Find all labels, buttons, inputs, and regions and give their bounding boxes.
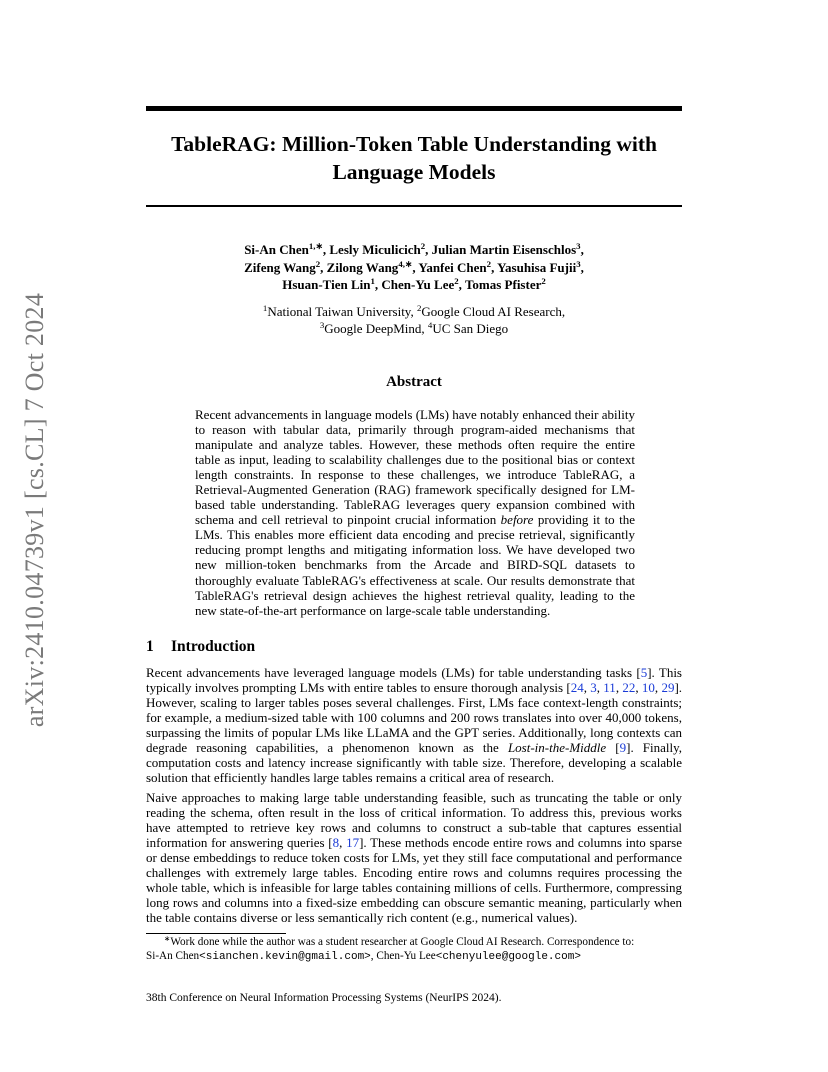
footnote-text: Work done while the author was a student researcher at Google Cloud AI Research. Correspondence to: xyxy=(170,936,635,948)
arxiv-id-text: arXiv:2410.04739v1 [cs.CL] 7 Oct 2024 xyxy=(20,292,49,728)
affiliation-name: Google Cloud AI Research, xyxy=(421,304,566,319)
abstract-text-part-1: Recent advancements in language models (LMs) have notably enhanced their ability to reason with tabular data, primarily through program-aided mechanisms that manipulate and analyze tables. However, these methods often require the entire table as input, leading to scalability challenges due to the positional bias or context length constraints. In response to these challenges, we introduce TableRAG, a Retrieval-Augmented Generation (RAG) framework specifically designed for LM-based table understanding. TableRAG leverages query expansion combined with schema and cell retrieval to pinpoint crucial information xyxy=(195,407,635,528)
author-name: Yasuhisa Fujii xyxy=(497,259,577,275)
citation-link[interactable]: 8 xyxy=(332,835,340,851)
author-affiliation-mark: 3 xyxy=(576,241,581,252)
footnote-mark: ∗ xyxy=(164,933,171,943)
abstract-text xyxy=(195,407,635,618)
author-name: Lesly Miculicich xyxy=(329,242,421,257)
affiliation-mark: 4 xyxy=(427,320,433,331)
author-list xyxy=(160,241,668,294)
author-affiliation-mark: 4,∗ xyxy=(398,258,413,269)
citation-link[interactable]: 9 xyxy=(619,740,627,756)
section-heading-introduction xyxy=(146,637,255,656)
paragraph-text: Recent advancements have leveraged language models (LMs) for table understanding tasks [ xyxy=(146,665,641,680)
affiliation-mark: 1 xyxy=(262,303,268,314)
citation-link[interactable]: 5 xyxy=(640,665,648,680)
abstract-heading: Abstract xyxy=(386,374,442,390)
paragraph-text: ]. Finally, computation costs and latency increase significantly with table size. Therefore, developing a scalable solution that efficiently handles large tables remains a critical area of research. xyxy=(146,740,683,786)
author-affiliation-mark: 3 xyxy=(576,258,581,269)
email-address[interactable]: <chenyulee@google.com> xyxy=(435,951,581,963)
citation-link[interactable]: 10 xyxy=(641,680,655,696)
author-name: Tomas Pfister xyxy=(464,277,542,292)
arxiv-identifier-stamp xyxy=(20,292,50,728)
author-name: Si-An Chen xyxy=(244,242,309,257)
paragraph-emphasis: Lost-in-the-Middle xyxy=(507,740,607,756)
author-affiliation-mark: 2 xyxy=(486,258,492,269)
intro-paragraph-1: Recent advancements have leveraged language models (LMs) for table understanding tasks [5]. This typically involves prompting LMs with entire tables to ensure thorough analysis [24, 3, 11, 22, 10, 29]. However, scaling to larger tables poses several challenges. First, LMs face context-length constraints; for example, a medium-sized table with 100 columns and 200 rows translates into over 40,000 tokens, surpassing the limits of popular LMs like LLaMA and the GPT series. Additionally, long contexts can degrade reasoning capabilities, a phenomenon known as the Lost-in-the-Middle [9]. Finally, computation costs and latency increase significantly with table size. Therefore, developing a scalable solution that efficiently handles large tables remains a critical area of research. xyxy=(146,665,683,786)
author-affiliation-mark: 2 xyxy=(420,241,426,252)
footnote-separator: , xyxy=(370,950,377,962)
section-title: Introduction xyxy=(171,638,256,655)
author-name: Hsuan-Tien Lin xyxy=(282,277,371,292)
author-affiliation-mark: 2 xyxy=(315,258,321,269)
corresponding-author-name: Chen-Yu Lee xyxy=(376,950,436,962)
paragraph-text: Naive approaches to making large table understanding feasible, such as truncating the table or only reading the schema, often result in the loss of critical information. To address this, previous works have attempted to retrieve key rows and columns to construct a sub-table that captures essential information for answering queries [ xyxy=(146,790,682,851)
affiliation-name: UC San Diego xyxy=(432,321,509,336)
citation-link[interactable]: 17 xyxy=(346,835,360,851)
paragraph-text: ]. These methods encode entire rows and columns into sparse or dense embeddings to reduce token costs for LMs, yet they still face computational and performance challenges with extremely large tables. Encoding entire rows and columns requires processing the whole table, which is infeasible for large tables containing millions of cells. Furthermore, compressing long rows and columns into a fixed-size embedding can obscure semantic meaning, particularly when the table contains diverse or less semantically rich content (e.g., numerical values). xyxy=(146,835,682,926)
affiliation-name: National Taiwan University, xyxy=(267,304,414,319)
affiliation-line-1 xyxy=(160,303,668,320)
citation-link[interactable]: 22 xyxy=(622,680,636,696)
affiliation-line-2 xyxy=(160,320,668,337)
author-line-1: Si-An Chen$^{1,∗}$, Lesly Miculicich$^2$, Julian Martin Eisenschlos$^3$, xyxy=(244,241,584,257)
author-name: Yanfei Chen xyxy=(418,259,487,275)
author-line-2: Zifeng Wang$^2$, Zilong Wang$^{4,∗}$, Yanfei Chen$^2$, Yasuhisa Fujii$^3$, xyxy=(244,258,584,275)
paragraph-text: ]. This typically involves prompting LMs with entire tables to ensure thorough analysis [ xyxy=(146,665,682,696)
footnote-line-1 xyxy=(146,935,682,949)
title-top-rule xyxy=(146,106,682,111)
paper-title xyxy=(146,130,682,186)
affiliation-mark: 2 xyxy=(416,303,422,314)
conference-notice: 38th Conference on Neural Information Processing Systems (NeurIPS 2024). xyxy=(146,992,502,1004)
title-bottom-rule xyxy=(146,205,682,207)
title-line-1: TableRAG: Million-Token Table Understanding with xyxy=(171,132,657,156)
affiliation-list xyxy=(160,303,668,337)
title-line-2: Language Models xyxy=(332,160,496,184)
abstract-text-part-2: providing it to the LMs. This enables more efficient data encoding and precise retrieval, significantly reducing prompt lengths and mitigating information loss. We have developed two new million-token benchmarks from the Arcade and BIRD-SQL datasets to thoroughly evaluate TableRAG's effectiveness at scale. Our results demonstrate that TableRAG's retrieval design achieves the highest retrieval quality, leading to the new state-of-the-art performance on large-scale table understanding. xyxy=(195,512,636,618)
author-affiliation-mark: 2 xyxy=(454,276,459,287)
author-affiliation-mark: 1,∗ xyxy=(308,241,323,252)
author-line-3: Hsuan-Tien Lin$^1$, Chen-Yu Lee$^2$, Tomas Pfister$^2$ xyxy=(282,276,546,292)
citation-link[interactable]: 3 xyxy=(590,680,597,696)
paragraph-text: [ xyxy=(615,740,620,756)
citation-link[interactable]: 29 xyxy=(661,680,675,696)
author-name: Zilong Wang xyxy=(326,259,399,275)
footnote xyxy=(146,935,682,964)
affiliation-name: Google DeepMind, xyxy=(324,321,425,336)
section-number: 1 xyxy=(146,638,154,655)
intro-paragraph-2: Naive approaches to making large table understanding feasible, such as truncating the table or only reading the schema, often result in the loss of critical information. To address this, previous works have attempted to retrieve key rows and columns to construct a sub-table that captures essential information for answering queries [8, 17]. These methods encode entire rows and columns into sparse or dense embeddings to reduce token costs for LMs, yet they still face computational and performance challenges with extremely large tables. Encoding entire rows and columns requires processing the whole table, which is infeasible for large tables containing millions of cells. Furthermore, compressing long rows and columns into a fixed-size embedding can obscure semantic meaning, particularly when the table contains diverse or less semantically rich content (e.g., numerical values). xyxy=(146,790,682,926)
citation-link[interactable]: 11 xyxy=(603,680,616,696)
footnote-line-2 xyxy=(146,949,682,964)
citation-link[interactable]: 24 xyxy=(570,680,584,696)
author-name: Julian Martin Eisenschlos xyxy=(431,242,577,257)
email-address[interactable]: <sianchen.kevin@gmail.com> xyxy=(199,951,371,963)
author-affiliation-mark: 2 xyxy=(541,276,546,287)
affiliation-mark: 3 xyxy=(319,320,325,331)
author-name: Zifeng Wang xyxy=(244,259,316,275)
abstract-emphasis: before xyxy=(500,512,534,528)
author-affiliation-mark: 1 xyxy=(370,276,375,287)
paragraph-text: ]. However, scaling to larger tables poses several challenges. First, LMs face context-length constraints; for example, a medium-sized table with 100 columns and 200 rows translates into over 40,000 tokens, surpassing the limits of popular LMs like LLaMA and the GPT series. Additionally, long contexts can degrade reasoning capabilities, a phenomenon known as the xyxy=(146,680,683,756)
corresponding-author-name: Si-An Chen xyxy=(146,950,200,962)
author-name: Chen-Yu Lee xyxy=(381,277,455,292)
